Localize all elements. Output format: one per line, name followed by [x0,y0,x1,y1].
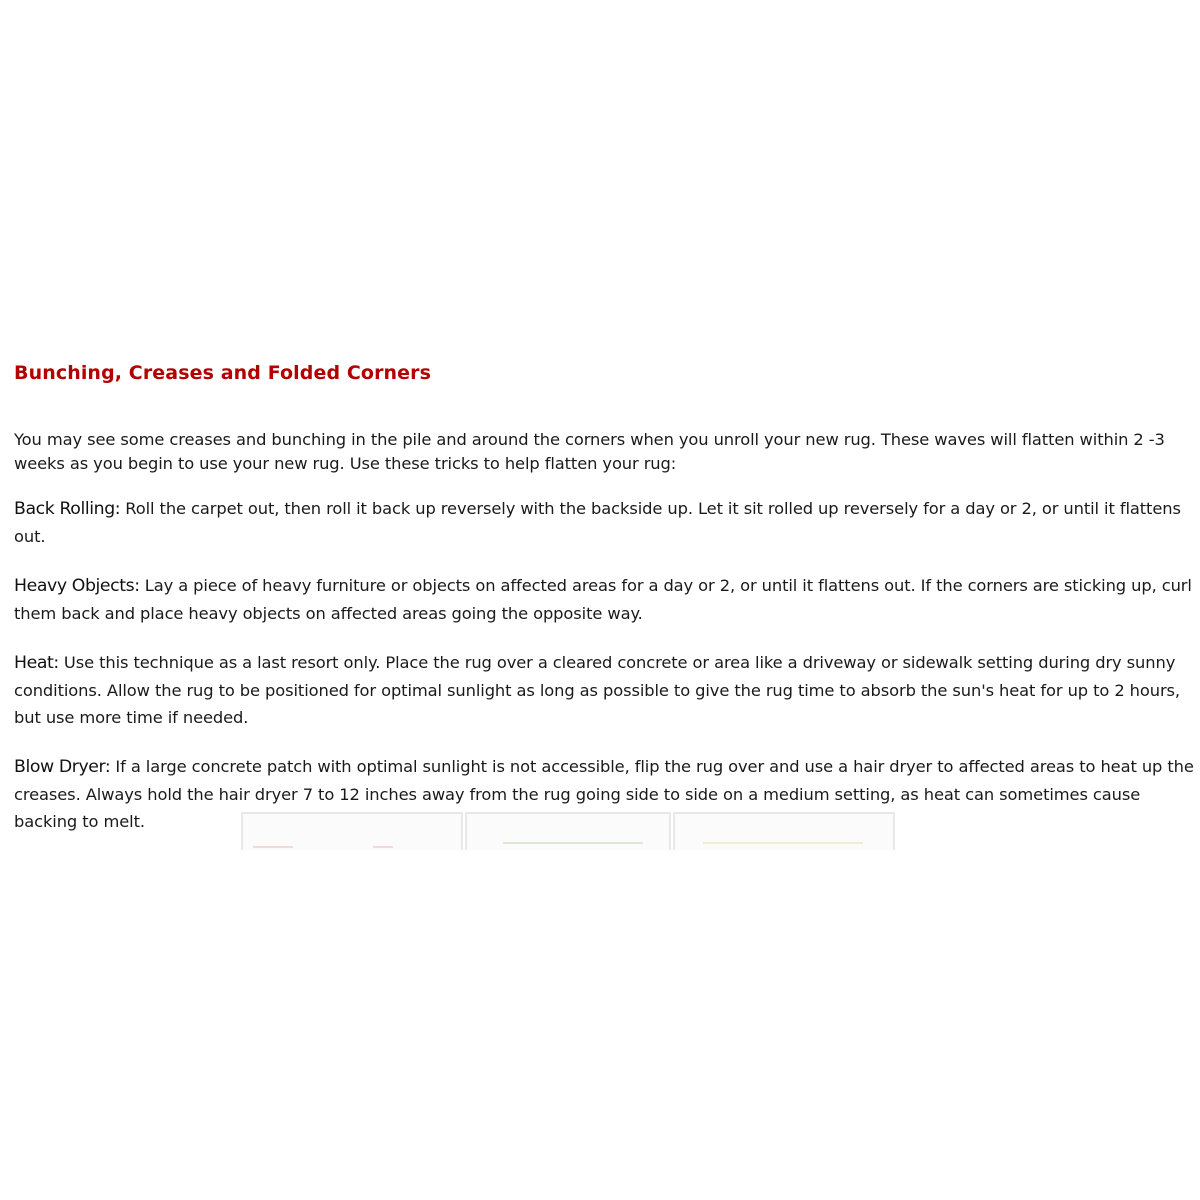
tip-heavy-objects [14,572,1194,627]
tip-heat [14,649,1194,731]
article [14,362,1194,857]
tip-back-rolling [14,495,1194,550]
tip-text: If a large concrete patch with optimal sunlight is not accessible, flip the rug over and use a hair dryer to affected areas to heat up the creases. Always hold the hair dryer 7 to 12 inches away from the rug going side to side on a medium setting, as heat can sometimes cause backing to melt. [14,757,1194,831]
tip-term: Back Rolling: [14,499,121,519]
tip-blow-dryer [14,753,1194,835]
tip-term: Blow Dryer: [14,757,111,777]
tip-term: Heavy Objects: [14,576,140,596]
tip-text: Roll the carpet out, then roll it back up reversely with the backside up. Let it sit rolled up reversely for a day or 2, or until it flattens out. [14,499,1181,546]
tip-term: Heat: [14,653,59,673]
tip-text: Lay a piece of heavy furniture or objects on affected areas for a day or 2, or until it flattens out. If the corners are sticking up, curl them back and place heavy objects on affected areas going the opposite way. [14,576,1192,623]
section-heading: Bunching, Creases and Folded Corners [14,362,432,384]
intro-paragraph: You may see some creases and bunching in the pile and around the corners when you unroll your new rug. These waves will flatten within 2 -3 weeks as you begin to use your new rug. Use these tricks to help flatten your rug: [14,430,1165,473]
tip-text: Use this technique as a last resort only. Place the rug over a cleared concrete or area like a driveway or sidewalk setting during dry sunny conditions. Allow the rug to be positioned for optimal sunlight as long as possible to give the rug time to absorb the sun's heat for up to 2 hours, but use more time if needed. [14,653,1181,727]
